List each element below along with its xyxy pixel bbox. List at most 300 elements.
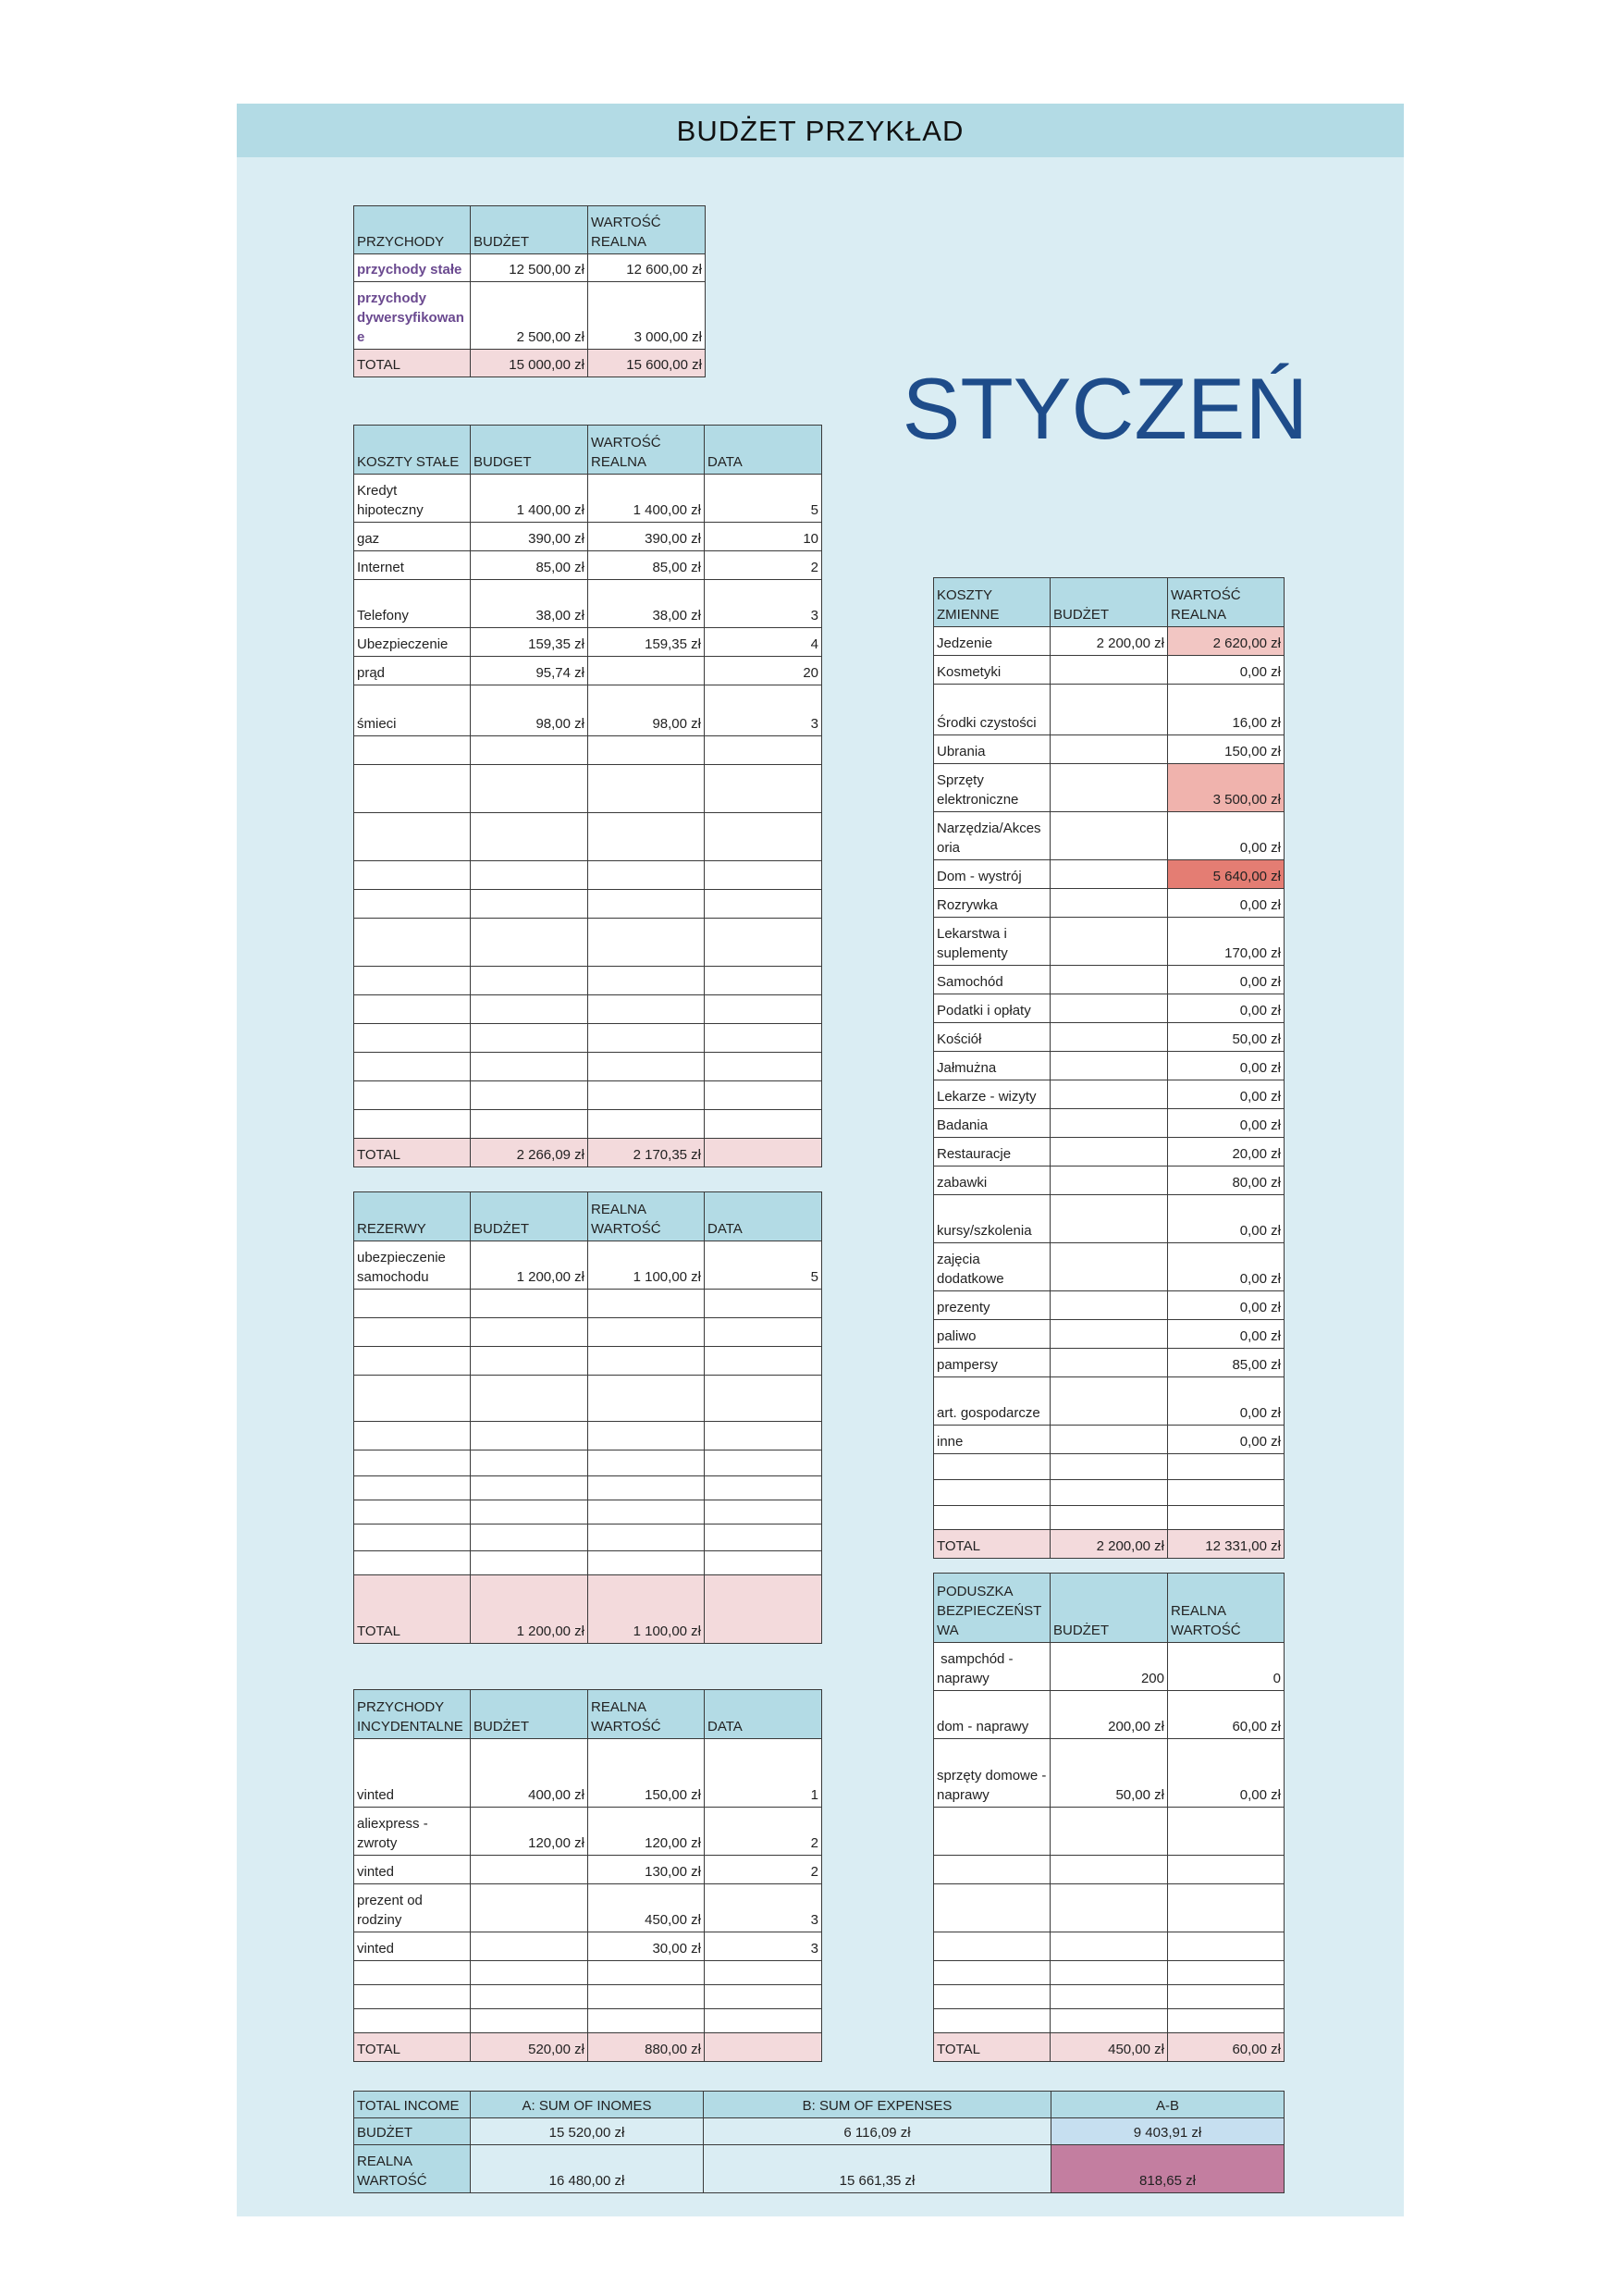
empty-cell[interactable] — [934, 2009, 1051, 2033]
empty-cell[interactable] — [705, 813, 822, 861]
empty-cell[interactable] — [354, 2009, 471, 2033]
empty-cell[interactable] — [354, 765, 471, 813]
empty-cell[interactable] — [588, 1476, 705, 1500]
cell-real[interactable]: 0,00 zł — [1168, 1739, 1285, 1808]
empty-cell[interactable] — [588, 1290, 705, 1318]
empty-cell[interactable] — [934, 1506, 1051, 1530]
cell-budget[interactable]: 38,00 zł — [471, 580, 588, 628]
cell-real[interactable]: 0 — [1168, 1643, 1285, 1691]
empty-cell[interactable] — [1168, 1985, 1285, 2009]
cell-category[interactable]: prezent od rodziny — [354, 1884, 471, 1932]
cell-real[interactable]: 120,00 zł — [588, 1808, 705, 1856]
empty-cell[interactable] — [705, 861, 822, 890]
table-row — [354, 1884, 822, 1932]
cell-budget[interactable] — [1051, 889, 1168, 918]
cell-date[interactable]: 2 — [705, 1808, 822, 1856]
empty-row — [354, 1422, 822, 1450]
empty-cell[interactable] — [354, 736, 471, 765]
cell-real[interactable]: 130,00 zł — [588, 1856, 705, 1884]
empty-cell[interactable] — [354, 1476, 471, 1500]
cell-real[interactable]: 0,00 zł — [1168, 1195, 1285, 1243]
income-table — [353, 205, 706, 377]
cell-category[interactable]: sampchód - naprawy — [934, 1643, 1051, 1691]
cell-real[interactable]: 0,00 zł — [1168, 1291, 1285, 1320]
empty-cell[interactable] — [354, 1318, 471, 1347]
empty-cell[interactable] — [354, 1376, 471, 1422]
cell-category[interactable]: gaz — [354, 523, 471, 551]
empty-cell[interactable] — [588, 2009, 705, 2033]
page-title: BUDŻET PRZYKŁAD — [676, 115, 965, 147]
empty-cell[interactable] — [934, 1932, 1051, 1961]
cell-budget[interactable] — [1051, 1320, 1168, 1349]
cell-category[interactable]: kursy/szkolenia — [934, 1195, 1051, 1243]
cell-budget[interactable] — [1051, 1138, 1168, 1167]
cell-budget[interactable] — [1051, 1426, 1168, 1454]
empty-cell[interactable] — [705, 1110, 822, 1139]
cell-budget[interactable] — [1051, 994, 1168, 1023]
empty-cell[interactable] — [588, 765, 705, 813]
empty-cell[interactable] — [934, 1808, 1051, 1856]
empty-cell[interactable] — [1051, 1506, 1168, 1530]
empty-cell[interactable] — [705, 1318, 822, 1347]
empty-cell[interactable] — [1051, 1808, 1168, 1856]
empty-cell[interactable] — [934, 1480, 1051, 1506]
cell-category[interactable]: Kredyt hipoteczny — [354, 475, 471, 523]
cell-budget[interactable] — [1051, 1052, 1168, 1080]
empty-cell[interactable] — [1051, 1856, 1168, 1884]
empty-cell[interactable] — [471, 1110, 588, 1139]
cell-real[interactable]: 0,00 zł — [1168, 994, 1285, 1023]
empty-cell[interactable] — [471, 1500, 588, 1524]
header-cell: REALNA WARTOŚĆ — [588, 1690, 705, 1739]
cell-category[interactable]: Ubrania — [934, 735, 1051, 764]
empty-cell[interactable] — [471, 1961, 588, 1985]
empty-cell[interactable] — [588, 1985, 705, 2009]
empty-row — [354, 1024, 822, 1053]
empty-cell[interactable] — [354, 861, 471, 890]
empty-cell[interactable] — [588, 813, 705, 861]
cell-real[interactable]: 80,00 zł — [1168, 1167, 1285, 1195]
cell-date[interactable]: 2 — [705, 1856, 822, 1884]
cell-category[interactable]: przychody dywersyfikowane — [354, 282, 471, 350]
cell-budget[interactable]: 200,00 zł — [1051, 1691, 1168, 1739]
cell-budget[interactable] — [1051, 812, 1168, 860]
cell-sum-incomes[interactable]: 15 520,00 zł — [471, 2118, 704, 2145]
cell-total-label: TOTAL — [354, 1575, 471, 1644]
cell-date[interactable]: 20 — [705, 657, 822, 685]
cell-category[interactable]: Restauracje — [934, 1138, 1051, 1167]
empty-cell[interactable] — [471, 1347, 588, 1376]
cell-real[interactable]: 0,00 zł — [1168, 1243, 1285, 1291]
cell-budget[interactable] — [1051, 1023, 1168, 1052]
cell-real[interactable]: 0,00 zł — [1168, 1320, 1285, 1349]
empty-cell[interactable] — [471, 1422, 588, 1450]
cell-budget[interactable]: 2 500,00 zł — [471, 282, 588, 350]
empty-cell[interactable] — [588, 1110, 705, 1139]
cell-category[interactable]: Rozrywka — [934, 889, 1051, 918]
cell-date[interactable]: 3 — [705, 580, 822, 628]
cell-real[interactable]: 3 500,00 zł — [1168, 764, 1285, 812]
reserves-table — [353, 1191, 822, 1644]
header-cell: PRZYCHODY INCYDENTALNE — [354, 1690, 471, 1739]
empty-cell[interactable] — [705, 1422, 822, 1450]
cell-total-budget: 450,00 zł — [1051, 2033, 1168, 2062]
cell-category[interactable]: śmieci — [354, 685, 471, 736]
empty-cell[interactable] — [1051, 1480, 1168, 1506]
cell-budget[interactable] — [1051, 1349, 1168, 1377]
cell-budget[interactable] — [1051, 685, 1168, 735]
empty-cell[interactable] — [1168, 1454, 1285, 1480]
cell-category[interactable]: Internet — [354, 551, 471, 580]
cell-category[interactable]: przychody stałe — [354, 254, 471, 282]
empty-cell[interactable] — [471, 861, 588, 890]
cell-budget[interactable] — [1051, 764, 1168, 812]
empty-cell[interactable] — [471, 1551, 588, 1575]
cell-budget[interactable] — [1051, 1080, 1168, 1109]
empty-cell[interactable] — [471, 890, 588, 919]
cell-budget[interactable]: 50,00 zł — [1051, 1739, 1168, 1808]
cell-budget[interactable]: 159,35 zł — [471, 628, 588, 657]
empty-cell[interactable] — [588, 1524, 705, 1551]
cell-real[interactable]: 0,00 zł — [1168, 1426, 1285, 1454]
empty-cell[interactable] — [471, 1318, 588, 1347]
empty-cell[interactable] — [705, 890, 822, 919]
cell-real[interactable]: 3 000,00 zł — [588, 282, 706, 350]
cell-date[interactable]: 3 — [705, 685, 822, 736]
cell-category[interactable]: pampersy — [934, 1349, 1051, 1377]
empty-row — [934, 1932, 1285, 1961]
table-row — [354, 628, 822, 657]
empty-cell[interactable] — [354, 1110, 471, 1139]
empty-cell[interactable] — [705, 765, 822, 813]
cell-real[interactable]: 12 600,00 zł — [588, 254, 706, 282]
cell-budget[interactable]: 12 500,00 zł — [471, 254, 588, 282]
cell-category[interactable]: dom - naprawy — [934, 1691, 1051, 1739]
empty-row — [934, 1985, 1285, 2009]
cell-date[interactable]: 10 — [705, 523, 822, 551]
cell-category[interactable]: art. gospodarcze — [934, 1377, 1051, 1426]
empty-cell[interactable] — [588, 861, 705, 890]
empty-cell[interactable] — [1168, 1808, 1285, 1856]
empty-cell[interactable] — [588, 1961, 705, 1985]
empty-cell[interactable] — [471, 765, 588, 813]
cell-real[interactable]: 85,00 zł — [1168, 1349, 1285, 1377]
empty-cell[interactable] — [471, 1985, 588, 2009]
cell-budget[interactable] — [1051, 1291, 1168, 1320]
variable-costs-table — [933, 577, 1285, 1559]
cell-budget[interactable]: 1 400,00 zł — [471, 475, 588, 523]
cell-real[interactable]: 0,00 zł — [1168, 812, 1285, 860]
cell-total-real: 880,00 zł — [588, 2033, 705, 2062]
empty-cell[interactable] — [1168, 1884, 1285, 1932]
empty-cell[interactable] — [354, 1500, 471, 1524]
empty-cell[interactable] — [588, 736, 705, 765]
cell-category[interactable]: prąd — [354, 657, 471, 685]
cell-category[interactable]: Jedzenie — [934, 627, 1051, 656]
cell-budget[interactable]: 98,00 zł — [471, 685, 588, 736]
cell-category[interactable]: sprzęty domowe - naprawy — [934, 1739, 1051, 1808]
empty-cell[interactable] — [705, 1500, 822, 1524]
empty-cell[interactable] — [1051, 1985, 1168, 2009]
empty-cell[interactable] — [588, 890, 705, 919]
cell-category[interactable]: Kosmetyki — [934, 656, 1051, 685]
cell-real[interactable]: 150,00 zł — [1168, 735, 1285, 764]
empty-cell[interactable] — [471, 995, 588, 1024]
cell-category[interactable]: Podatki i opłaty — [934, 994, 1051, 1023]
empty-cell[interactable] — [705, 1450, 822, 1476]
empty-cell[interactable] — [588, 1422, 705, 1450]
table-row — [934, 1243, 1285, 1291]
cell-difference[interactable]: 818,65 zł — [1051, 2145, 1285, 2193]
cell-category[interactable]: Kościół — [934, 1023, 1051, 1052]
empty-cell[interactable] — [471, 736, 588, 765]
empty-cell[interactable] — [705, 1476, 822, 1500]
cell-budget[interactable] — [471, 1932, 588, 1961]
empty-cell[interactable] — [1051, 1932, 1168, 1961]
cell-category[interactable]: zabawki — [934, 1167, 1051, 1195]
empty-cell[interactable] — [588, 1053, 705, 1081]
cell-total-label: TOTAL — [934, 2033, 1051, 2062]
cell-budget[interactable] — [1051, 918, 1168, 966]
empty-cell[interactable] — [354, 1961, 471, 1985]
cell-real[interactable]: 30,00 zł — [588, 1932, 705, 1961]
empty-cell[interactable] — [1051, 1961, 1168, 1985]
cell-budget[interactable]: 200 — [1051, 1643, 1168, 1691]
cell-date[interactable]: 5 — [705, 1241, 822, 1290]
empty-cell[interactable] — [705, 1290, 822, 1318]
cell-budget[interactable]: 390,00 zł — [471, 523, 588, 551]
empty-cell[interactable] — [471, 1081, 588, 1110]
cell-category[interactable]: Telefony — [354, 580, 471, 628]
empty-cell[interactable] — [588, 919, 705, 967]
empty-cell[interactable] — [354, 1985, 471, 2009]
cell-real[interactable]: 1 100,00 zł — [588, 1241, 705, 1290]
empty-cell[interactable] — [354, 1450, 471, 1476]
cell-category[interactable]: vinted — [354, 1739, 471, 1808]
empty-cell[interactable] — [588, 1500, 705, 1524]
cell-real[interactable]: 85,00 zł — [588, 551, 705, 580]
empty-cell[interactable] — [1168, 2009, 1285, 2033]
cell-sum-expenses[interactable]: 15 661,35 zł — [704, 2145, 1051, 2193]
cell-difference[interactable]: 9 403,91 zł — [1051, 2118, 1285, 2145]
empty-cell[interactable] — [1168, 1856, 1285, 1884]
header-cell: DATA — [705, 426, 822, 475]
empty-cell[interactable] — [588, 1551, 705, 1575]
cell-total-label: TOTAL — [354, 1139, 471, 1167]
empty-cell[interactable] — [705, 1024, 822, 1053]
cell-budget[interactable] — [1051, 1167, 1168, 1195]
cell-total-budget: 2 266,09 zł — [471, 1139, 588, 1167]
cell-budget[interactable]: 95,74 zł — [471, 657, 588, 685]
empty-cell[interactable] — [588, 1081, 705, 1110]
empty-cell[interactable] — [471, 1476, 588, 1500]
cell-date[interactable]: 4 — [705, 628, 822, 657]
empty-cell[interactable] — [934, 1454, 1051, 1480]
cell-category[interactable]: ubezpieczenie samochodu — [354, 1241, 471, 1290]
empty-cell[interactable] — [705, 1524, 822, 1551]
cell-real[interactable]: 0,00 zł — [1168, 656, 1285, 685]
cell-real[interactable]: 60,00 zł — [1168, 1691, 1285, 1739]
empty-cell[interactable] — [354, 1524, 471, 1551]
cell-category[interactable]: inne — [934, 1426, 1051, 1454]
cell-real[interactable] — [588, 657, 705, 685]
empty-cell[interactable] — [705, 1347, 822, 1376]
empty-cell[interactable] — [1168, 1480, 1285, 1506]
empty-cell[interactable] — [471, 1053, 588, 1081]
empty-cell[interactable] — [705, 736, 822, 765]
empty-row — [354, 967, 822, 995]
empty-cell[interactable] — [471, 1290, 588, 1318]
cell-budget[interactable]: 85,00 zł — [471, 551, 588, 580]
cell-budget[interactable]: 1 200,00 zł — [471, 1241, 588, 1290]
cell-budget[interactable]: 2 200,00 zł — [1051, 627, 1168, 656]
table-row — [354, 1739, 822, 1808]
cell-category[interactable]: Lekarstwa i suplementy — [934, 918, 1051, 966]
cell-budget[interactable] — [1051, 1195, 1168, 1243]
cell-category[interactable]: Narzędzia/Akcesoria — [934, 812, 1051, 860]
empty-cell[interactable] — [354, 1347, 471, 1376]
empty-cell[interactable] — [705, 2009, 822, 2033]
empty-cell[interactable] — [705, 1985, 822, 2009]
cell-category[interactable]: Środki czystości — [934, 685, 1051, 735]
empty-cell[interactable] — [705, 1081, 822, 1110]
empty-cell[interactable] — [705, 1053, 822, 1081]
cell-category[interactable]: Badania — [934, 1109, 1051, 1138]
cell-category[interactable]: aliexpress - zwroty — [354, 1808, 471, 1856]
empty-cell[interactable] — [471, 2009, 588, 2033]
cell-sum-expenses[interactable]: 6 116,09 zł — [704, 2118, 1051, 2145]
table-row — [934, 1195, 1285, 1243]
empty-cell[interactable] — [588, 1450, 705, 1476]
cell-budget[interactable]: 120,00 zł — [471, 1808, 588, 1856]
cell-real[interactable]: 2 620,00 zł — [1168, 627, 1285, 656]
cell-real[interactable]: 20,00 zł — [1168, 1138, 1285, 1167]
empty-cell[interactable] — [705, 919, 822, 967]
cell-category[interactable]: paliwo — [934, 1320, 1051, 1349]
cell-budget[interactable]: 400,00 zł — [471, 1739, 588, 1808]
cell-date[interactable]: 3 — [705, 1932, 822, 1961]
empty-cell[interactable] — [705, 1961, 822, 1985]
empty-cell[interactable] — [934, 1961, 1051, 1985]
cell-real[interactable]: 170,00 zł — [1168, 918, 1285, 966]
empty-cell[interactable] — [705, 1551, 822, 1575]
empty-cell[interactable] — [354, 967, 471, 995]
empty-cell[interactable] — [354, 890, 471, 919]
cell-real[interactable]: 0,00 zł — [1168, 1377, 1285, 1426]
empty-cell[interactable] — [354, 1551, 471, 1575]
cell-real[interactable]: 159,35 zł — [588, 628, 705, 657]
empty-cell[interactable] — [588, 1024, 705, 1053]
cell-budget[interactable] — [1051, 656, 1168, 685]
empty-cell[interactable] — [471, 1024, 588, 1053]
empty-cell[interactable] — [588, 1347, 705, 1376]
empty-cell[interactable] — [1051, 2009, 1168, 2033]
empty-cell[interactable] — [588, 967, 705, 995]
cell-real[interactable]: 0,00 zł — [1168, 1052, 1285, 1080]
empty-cell[interactable] — [934, 1985, 1051, 2009]
cell-budget[interactable] — [1051, 1243, 1168, 1291]
empty-cell[interactable] — [354, 813, 471, 861]
empty-cell[interactable] — [471, 1450, 588, 1476]
cell-budget[interactable] — [1051, 735, 1168, 764]
empty-cell[interactable] — [1051, 1454, 1168, 1480]
cell-budget[interactable] — [1051, 1109, 1168, 1138]
cell-real[interactable]: 5 640,00 zł — [1168, 860, 1285, 889]
cell-real[interactable]: 150,00 zł — [588, 1739, 705, 1808]
cell-real[interactable]: 0,00 zł — [1168, 1109, 1285, 1138]
empty-cell[interactable] — [354, 1081, 471, 1110]
cell-category[interactable]: vinted — [354, 1856, 471, 1884]
cell-category[interactable]: zajęcia dodatkowe — [934, 1243, 1051, 1291]
cell-real[interactable]: 0,00 zł — [1168, 966, 1285, 994]
cell-real[interactable]: 50,00 zł — [1168, 1023, 1285, 1052]
cell-date[interactable]: 2 — [705, 551, 822, 580]
cell-category[interactable]: Dom - wystrój — [934, 860, 1051, 889]
empty-cell[interactable] — [934, 1884, 1051, 1932]
empty-cell[interactable] — [705, 1376, 822, 1422]
empty-cell[interactable] — [934, 1856, 1051, 1884]
empty-cell[interactable] — [588, 995, 705, 1024]
table-row — [934, 1643, 1285, 1691]
cell-category[interactable]: vinted — [354, 1932, 471, 1961]
cell-date[interactable]: 5 — [705, 475, 822, 523]
cell-real[interactable]: 38,00 zł — [588, 580, 705, 628]
cell-date[interactable]: 3 — [705, 1884, 822, 1932]
cell-category[interactable]: prezenty — [934, 1291, 1051, 1320]
empty-cell[interactable] — [471, 813, 588, 861]
empty-cell[interactable] — [1168, 1932, 1285, 1961]
empty-cell[interactable] — [588, 1318, 705, 1347]
cell-category[interactable]: Ubezpieczenie — [354, 628, 471, 657]
cell-category[interactable]: Lekarze - wizyty — [934, 1080, 1051, 1109]
empty-cell[interactable] — [354, 1290, 471, 1318]
cell-budget[interactable] — [1051, 966, 1168, 994]
empty-cell[interactable] — [471, 1524, 588, 1551]
cell-category[interactable]: Sprzęty elektroniczne — [934, 764, 1051, 812]
cell-budget[interactable] — [471, 1884, 588, 1932]
cell-real[interactable]: 98,00 zł — [588, 685, 705, 736]
cell-budget[interactable] — [471, 1856, 588, 1884]
empty-cell[interactable] — [354, 1053, 471, 1081]
empty-cell[interactable] — [1168, 1961, 1285, 1985]
empty-cell[interactable] — [354, 995, 471, 1024]
cell-real[interactable]: 450,00 zł — [588, 1884, 705, 1932]
cell-category[interactable]: Jałmużna — [934, 1052, 1051, 1080]
empty-cell[interactable] — [354, 919, 471, 967]
empty-cell[interactable] — [705, 967, 822, 995]
cell-real[interactable]: 0,00 zł — [1168, 1080, 1285, 1109]
cell-real[interactable]: 0,00 zł — [1168, 889, 1285, 918]
empty-cell[interactable] — [354, 1422, 471, 1450]
empty-cell[interactable] — [354, 1024, 471, 1053]
empty-cell[interactable] — [471, 967, 588, 995]
cell-real[interactable]: 16,00 zł — [1168, 685, 1285, 735]
header-cell: B: SUM OF EXPENSES — [704, 2092, 1051, 2118]
empty-cell[interactable] — [471, 919, 588, 967]
empty-cell[interactable] — [1051, 1884, 1168, 1932]
empty-cell[interactable] — [588, 1376, 705, 1422]
cell-category[interactable]: Samochód — [934, 966, 1051, 994]
cell-budget[interactable] — [1051, 1377, 1168, 1426]
cell-date[interactable]: 1 — [705, 1739, 822, 1808]
cell-budget[interactable] — [1051, 860, 1168, 889]
cell-real[interactable]: 390,00 zł — [588, 523, 705, 551]
empty-cell[interactable] — [1168, 1506, 1285, 1530]
cell-sum-incomes[interactable]: 16 480,00 zł — [471, 2145, 704, 2193]
empty-cell[interactable] — [705, 995, 822, 1024]
cell-real[interactable]: 1 400,00 zł — [588, 475, 705, 523]
empty-cell[interactable] — [471, 1376, 588, 1422]
